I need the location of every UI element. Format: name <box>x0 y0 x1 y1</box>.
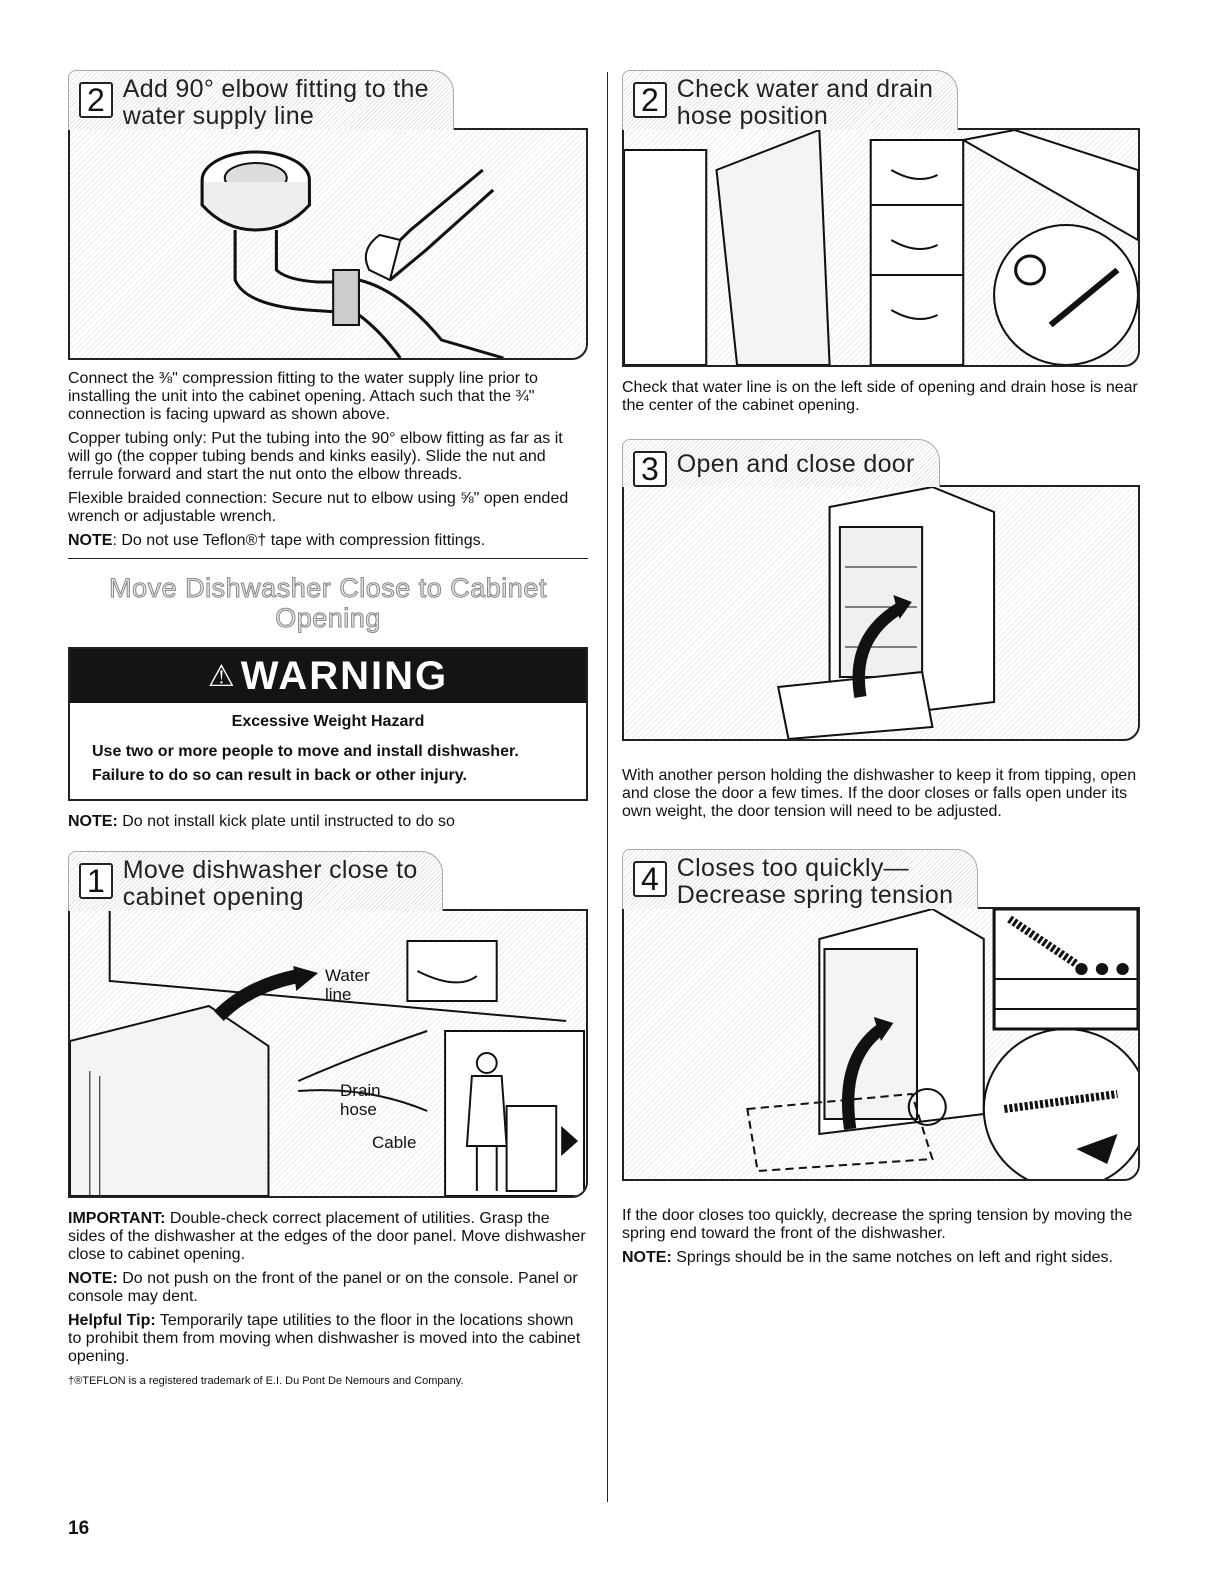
move-illustration <box>68 909 588 1198</box>
column-divider <box>607 72 608 1502</box>
trademark-footnote: †®TEFLON is a registered trademark of E.I. Du Pont De Nemours and Company. <box>68 1375 464 1387</box>
warning-line: Failure to do so can result in back or other injury. <box>92 767 467 784</box>
step-number: 3 <box>633 451 667 487</box>
step-title: Move dishwasher close to cabinet opening <box>122 856 418 911</box>
warning-body <box>70 703 586 799</box>
spring-illustration <box>622 907 1140 1181</box>
paragraph: Flexible braided connection: Secure nut to elbow using ⅝" open ended wrench or adjustable wrench. <box>68 490 569 525</box>
helpful-tip: Helpful Tip: Temporarily tape utilities to the floor in the locations shown to prohibit them from moving when dishwasher is moved into the cabinet opening. <box>68 1312 581 1365</box>
note-kick-plate: NOTE: Do not install kick plate until instructed to do so <box>68 813 455 830</box>
step-title: Add 90° elbow fitting to the water supply line <box>122 75 429 130</box>
section-heading: Move Dishwasher Close to Cabinet Opening <box>109 573 547 633</box>
hose-position-illustration <box>622 128 1140 367</box>
step-tab <box>68 851 443 911</box>
step-title: Closes too quickly— Decrease spring tension <box>676 854 954 909</box>
important-text: IMPORTANT: Double-check correct placement of utilities. Grasp the sides of the dishwasher at the edges of the door panel. Move dishwasher close to cabinet opening. <box>68 1210 586 1263</box>
elbow-illustration <box>68 128 588 360</box>
step-number: 1 <box>79 863 113 899</box>
note-push: NOTE: Do not push on the front of the panel or on the console. Panel or console may dent. <box>68 1270 578 1305</box>
note-springs: NOTE: Springs should be in the same notches on left and right sides. <box>622 1249 1113 1266</box>
step-check-hoses <box>622 70 1140 367</box>
step-open-close-door <box>622 439 1140 741</box>
step-number: 2 <box>633 82 667 118</box>
hazard-title: Excessive Weight Hazard <box>231 713 425 730</box>
drain-hose-label: Drain hose <box>340 1081 381 1119</box>
water-line-label: Water line <box>325 966 370 1004</box>
step-add-elbow <box>68 70 588 360</box>
warning-line: Use two or more people to move and install dishwasher. <box>92 743 519 760</box>
step-tab <box>622 70 958 130</box>
door-text: With another person holding the dishwasher to keep it from tipping, open and close the door a few times. If the door closes or falls open under its own weight, the door tension will need to be adjusted. <box>622 767 1137 820</box>
warning-box <box>68 647 588 801</box>
right-column <box>622 70 1140 1273</box>
left-column <box>68 70 588 1388</box>
step-move-dishwasher <box>68 851 588 1198</box>
paragraph: Connect the ⅜" compression fitting to the water supply line prior to installing the unit into the cabinet opening. Attach such that the ¾" connection is facing upward as shown above. <box>68 370 538 423</box>
note-teflon: NOTE: Do not use Teflon®† tape with compression fittings. <box>68 532 486 549</box>
cable-label: Cable <box>372 1133 417 1152</box>
step-tab <box>622 439 940 487</box>
warning-triangle-icon: ⚠ <box>207 659 237 693</box>
dishwasher-door-icon <box>624 487 1138 739</box>
spring-text: If the door closes too quickly, decrease the spring tension by moving the spring end toward the front of the dishwasher. <box>622 1207 1133 1242</box>
check-text: Check that water line is on the left side of opening and drain hose is near the center of the cabinet opening. <box>622 379 1138 414</box>
step-title: Check water and drain hose position <box>676 75 934 130</box>
page-number: 16 <box>68 1518 90 1539</box>
cabinet-hose-icon <box>624 130 1138 365</box>
step-number: 4 <box>633 861 667 897</box>
step-spring-tension <box>622 849 1140 1181</box>
elbow-fitting-icon <box>70 130 586 358</box>
paragraph: Copper tubing only: Put the tubing into the 90° elbow fitting as far as it will go (the copper tubing bends and kinks easily). Slide the nut and ferrule forward and start the nut onto the elbow threads. <box>68 430 563 483</box>
step-number: 2 <box>79 82 113 118</box>
door-illustration <box>622 485 1140 741</box>
spring-tension-icon <box>624 909 1138 1179</box>
step-title: Open and close door <box>676 450 915 478</box>
dishwasher-move-icon <box>70 911 586 1196</box>
step-tab <box>68 70 454 130</box>
section-rule <box>68 558 588 559</box>
warning-banner: ⚠ WARNING <box>70 649 586 703</box>
step-tab <box>622 849 978 909</box>
